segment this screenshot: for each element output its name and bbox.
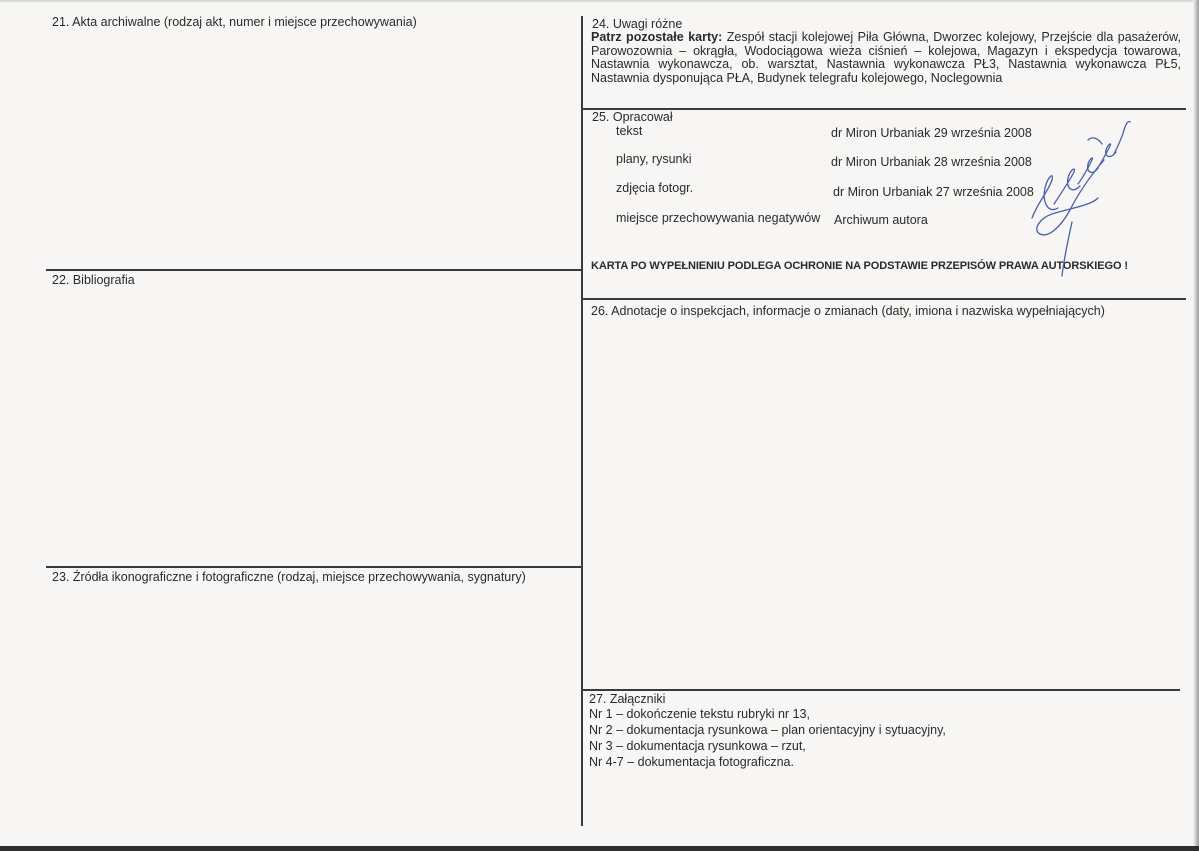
- attachment-item: Nr 1 – dokończenie tekstu rubryki nr 13,: [589, 707, 810, 721]
- attachment-item: Nr 3 – dokumentacja rysunkowa – rzut,: [589, 739, 806, 753]
- scan-edge-bottom: [0, 846, 1199, 851]
- section-24-lead: Patrz pozostałe karty:: [591, 30, 723, 44]
- section-25-title: 25. Opracował: [592, 110, 673, 124]
- center-divider: [581, 16, 583, 826]
- scan-edge-top: [0, 0, 1199, 3]
- author-row-label: plany, rysunki: [616, 152, 692, 166]
- attachment-item: Nr 2 – dokumentacja rysunkowa – plan orientacyjny i sytuacyjny,: [589, 723, 946, 737]
- section-24-text: Zespół stacji kolejowej Piła Główna, Dworzec kolejowy, Przejście dla pasażerów, Parowozownia – okrągła, Wodociągowa wieża ciśnień – kolejowa, Magazyn i ekspedycja towarowa, Nastawnia wykonawcza, ob. warsztat, Nastawnia wykonawcza PŁ3, Nastawnia wykonawcza PŁ5, Nastawnia dysponująca PŁA, Budynek telegrafu kolejowego, Noclegownia: [591, 30, 1181, 85]
- author-row-value: dr Miron Urbaniak 28 września 2008: [831, 155, 1032, 169]
- author-row-label: miejsce przechowywania negatywów: [616, 211, 821, 225]
- section-26-title: 26. Adnotacje o inspekcjach, informacje o zmianach (daty, imiona i nazwiska wypełniających): [591, 304, 1105, 318]
- section-24-title: 24. Uwagi różne: [592, 17, 683, 31]
- section-23-title: 23. Źródła ikonograficzne i fotograficzne (rodzaj, miejsce przechowywania, sygnatury): [52, 570, 526, 584]
- rule-section-26: [582, 298, 1186, 300]
- signature-icon: [1018, 110, 1143, 285]
- author-row-value: dr Miron Urbaniak 27 września 2008: [833, 185, 1034, 199]
- scan-edge-right: [1193, 0, 1199, 851]
- attachment-item: Nr 4-7 – dokumentacja fotograficzna.: [589, 755, 794, 769]
- author-row-label: zdjęcia fotogr.: [616, 181, 694, 195]
- copyright-notice: KARTA PO WYPEŁNIENIU PODLEGA OCHRONIE NA PODSTAWIE PRZEPISÓW PRAWA AUTORSKIEGO !: [591, 260, 1128, 272]
- author-row-value: dr Miron Urbaniak 29 września 2008: [831, 126, 1032, 140]
- section-27-title: 27. Załączniki: [589, 692, 666, 706]
- section-22-title: 22. Bibliografia: [52, 273, 135, 287]
- section-24-body: [591, 31, 1181, 85]
- rule-section-22: [46, 269, 582, 271]
- author-row-label: tekst: [616, 124, 643, 138]
- rule-section-27: [582, 689, 1180, 691]
- section-21-title: 21. Akta archiwalne (rodzaj akt, numer i miejsce przechowywania): [52, 15, 417, 29]
- author-row-value: Archiwum autora: [834, 213, 928, 227]
- rule-section-23: [46, 566, 582, 568]
